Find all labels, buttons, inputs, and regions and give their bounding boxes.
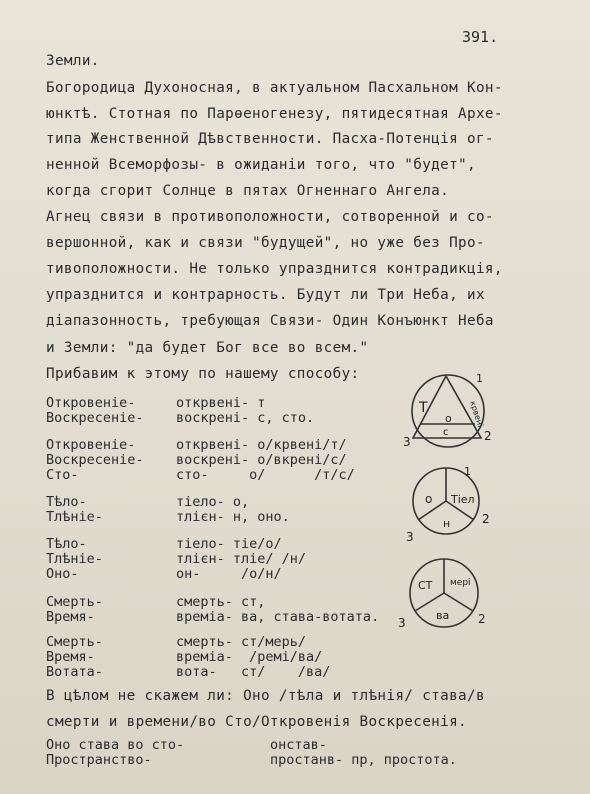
word-left: Воскресеніе- (46, 410, 144, 426)
word-right: он- /о/н/ (176, 566, 282, 582)
diagram-label: 3 (406, 530, 414, 544)
word-left: Смерть- (46, 634, 103, 650)
text-line: когда сгорит Солнце в пятах Огненнаго Ангела. (46, 183, 450, 199)
text-line: Богородица Духоносная, в актуальном Пасхальном Кон- (46, 80, 503, 96)
word-right: открвені- о/крвені/т/ (176, 437, 347, 453)
word-left: Тѣло- (46, 536, 87, 552)
page-number: 391. (462, 28, 499, 46)
word-left: Тлѣніе- (46, 551, 103, 567)
text-line: смерти и времени/во Сто/Откровенія Воскресенія. (46, 714, 467, 730)
text-line: В цѣлом не скажем ли: Оно /тѣла и тлѣнія/ става/в (46, 688, 485, 704)
diagram-label: 2 (478, 612, 486, 626)
word-right: воскрені- о/вкрені/с/ (176, 452, 347, 468)
word-left: Смерть- (46, 594, 103, 610)
diagram-label: 2 (484, 429, 492, 443)
word-right: тіело- о, (176, 494, 250, 510)
diagram-label: Тіел (451, 493, 475, 506)
diagram-label: 2 (482, 512, 490, 526)
intro-line: Прибавим к этому по нашему способу: (46, 366, 360, 382)
diagram-label: крвені (468, 399, 486, 429)
final-left: Оно става во сто- (46, 737, 185, 753)
word-left: Тлѣніе- (46, 509, 103, 525)
word-left: Воскресеніе- (46, 452, 144, 468)
word-right: воскрені- с, сто. (176, 410, 315, 426)
word-left: Оно- (46, 566, 79, 582)
word-left: Время- (46, 609, 95, 625)
word-left: Откровеніе- (46, 395, 136, 411)
text-line: юнктѣ. Стотная по Парѳеногенезу, пятидесятная Архе- (46, 106, 503, 122)
text-line: ненной Всеморфозы- в ожиданіи того, что "будет", (46, 157, 476, 173)
text-line: типа Женственной Дѣвственности. Пасха-Потенція ог- (46, 131, 494, 147)
text-line: вершонной, как и связи "будущей", но уже без Про- (46, 235, 485, 251)
diagram-label: 1 (476, 372, 483, 385)
diagram-triangle-circle (398, 372, 506, 452)
diagram-label: 3 (403, 435, 411, 449)
diagram-label: с (443, 427, 449, 438)
text-line: тивоположности. Не только упразднится контрадикція, (46, 261, 503, 277)
word-right: смерть- ст/мерь/ (176, 634, 307, 650)
final-right: онстав- (270, 737, 327, 753)
diagram-label: мері (450, 578, 471, 588)
final-right: простанв- пр, простота. (270, 752, 457, 768)
word-left: Тѣло- (46, 494, 87, 510)
word-left: Вотата- (46, 664, 103, 680)
text-line: Агнец связи в противоположности, сотворенной и со- (46, 209, 494, 225)
word-right: смерть- ст, (176, 594, 266, 610)
diagram-label: н (443, 517, 451, 530)
diagram-label: 3 (398, 616, 406, 630)
word-right: тлієн- н, оно. (176, 509, 290, 525)
text-line: и Земли: "да будет Бог все во всем." (46, 340, 369, 356)
diagram-label: ва (436, 609, 450, 622)
final-left: Пространство- (46, 752, 152, 768)
diagram-three-sector-circle-2 (394, 557, 502, 637)
word-right: вота- ст/ /ва/ (176, 664, 331, 680)
diagram-label: о (445, 412, 452, 425)
diagram-label: 1 (464, 465, 471, 478)
word-right: тлієн- тліе/ /н/ (176, 551, 307, 567)
text-line: упразднится и контрарность. Будут ли Три Неба, их (46, 287, 485, 303)
word-left: Сто- (46, 467, 79, 483)
word-left: Откровеніе- (46, 437, 136, 453)
word-right: тіело- тіе/о/ (176, 536, 282, 552)
diagram-label: о (425, 492, 433, 506)
word-right: времіа- /ремі/ва/ (176, 649, 323, 665)
diagram-three-sector-circle-1 (398, 465, 506, 545)
text-line: діапазонность, требующая Связи- Один Конъюнкт Неба (46, 313, 494, 329)
word-left: Время- (46, 649, 95, 665)
word-right: времіа- ва, става-вотата. (176, 609, 380, 625)
word-right: открвені- т (176, 395, 266, 411)
text-line: Земли. (46, 53, 100, 69)
word-right: сто- о/ /т/с/ (176, 467, 355, 483)
diagram-label: СТ (418, 579, 433, 592)
diagram-label: Т (419, 400, 428, 416)
